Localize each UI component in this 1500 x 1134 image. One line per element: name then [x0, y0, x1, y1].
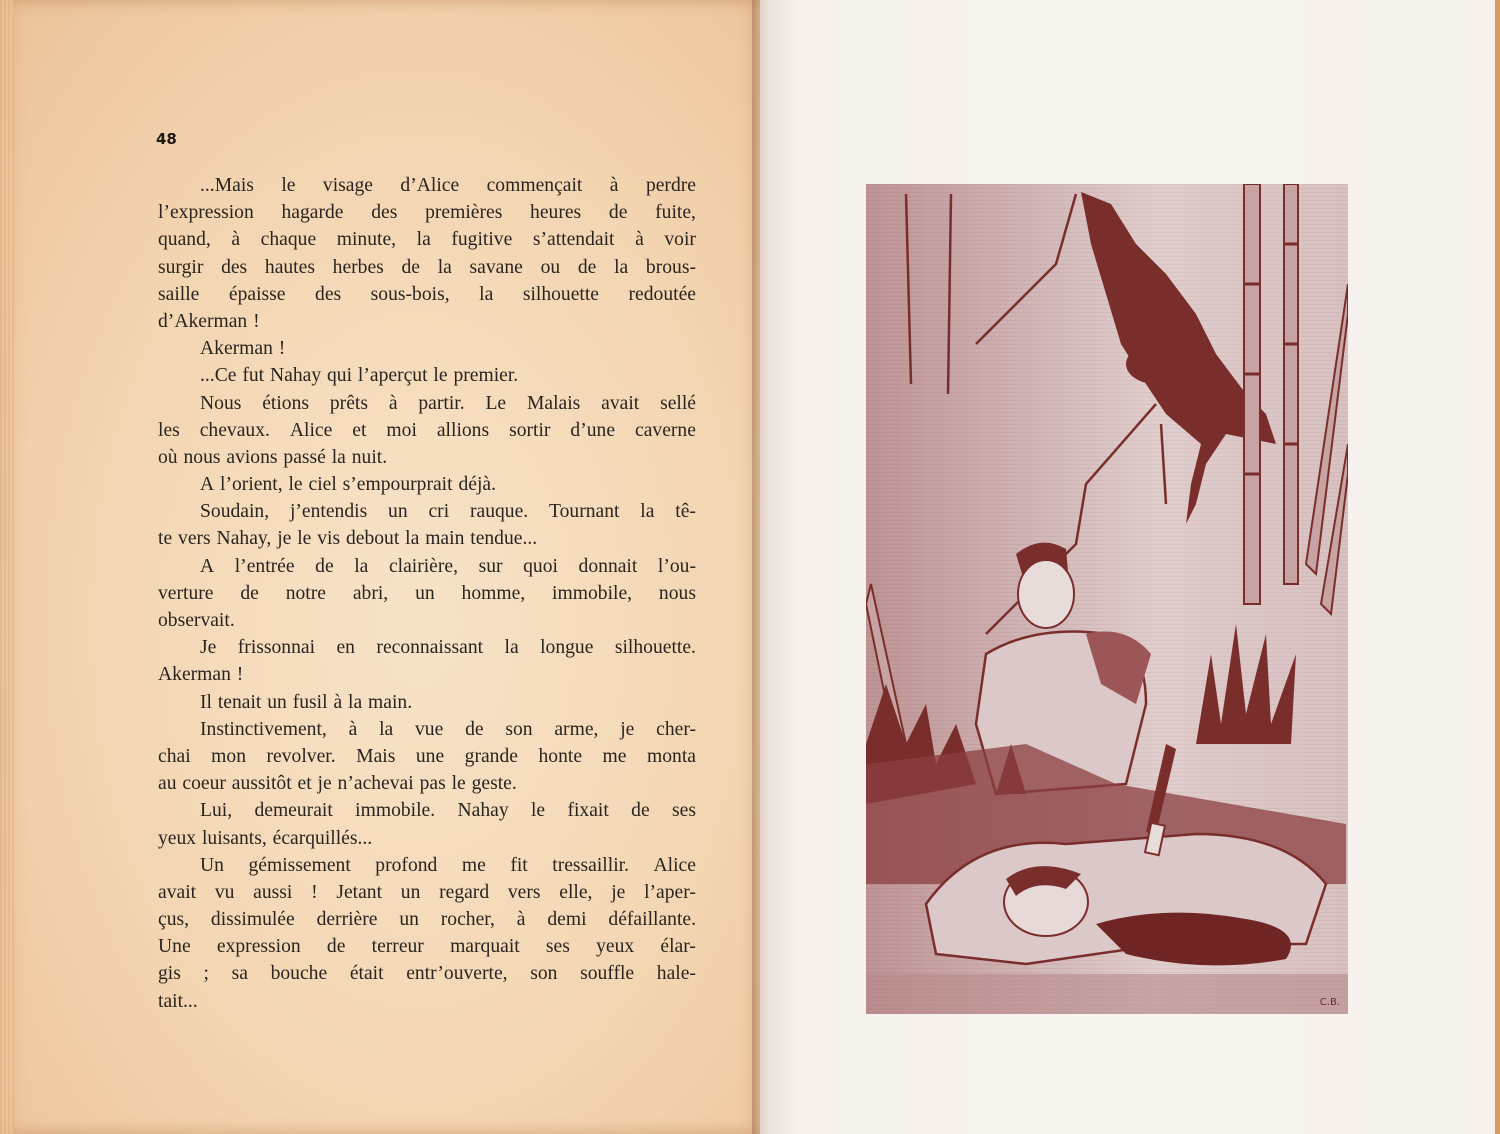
word: ! — [236, 664, 244, 686]
word: passé — [283, 446, 326, 468]
word: A — [200, 474, 215, 496]
word: rauque. — [469, 501, 529, 523]
word: Tournant — [549, 501, 620, 523]
word: ! — [278, 338, 286, 360]
word: cher- — [656, 718, 696, 740]
word: Nahay — [457, 800, 509, 822]
word: la — [504, 637, 519, 659]
word: grande — [464, 745, 518, 767]
word: regard — [439, 881, 490, 903]
word: Il — [200, 691, 212, 713]
word: j’entendis — [289, 501, 368, 523]
word: observait. — [158, 610, 235, 631]
word: surgir — [158, 256, 204, 278]
word: tenait — [217, 691, 262, 713]
word: fixait — [567, 800, 609, 822]
word: tait... — [158, 990, 198, 1012]
word: de — [240, 582, 259, 604]
word: tê- — [675, 501, 696, 523]
word: à — [333, 691, 343, 713]
word: la — [405, 528, 420, 550]
text-line — [158, 553, 696, 580]
word: Je — [200, 637, 217, 659]
word: immobile. — [355, 800, 436, 822]
text-line — [158, 634, 696, 661]
word: perdre — [645, 175, 696, 196]
word: je — [611, 881, 626, 903]
text-line — [158, 743, 696, 770]
word: de — [608, 202, 628, 224]
word: un — [415, 582, 435, 604]
text-line — [158, 390, 696, 417]
word: un — [400, 881, 421, 903]
word: fuite, — [655, 202, 696, 224]
word: nous — [658, 582, 696, 604]
word: herbes — [332, 256, 384, 278]
word: fusil — [292, 691, 328, 713]
word: notre — [285, 582, 326, 604]
word: un — [267, 691, 287, 713]
body-text — [158, 172, 696, 1015]
text-line — [158, 498, 696, 525]
word: me — [461, 854, 486, 876]
word: marquait — [450, 936, 520, 958]
word: le — [281, 175, 296, 196]
word: avait — [158, 881, 197, 903]
word: Alice — [653, 854, 696, 876]
word: moi — [386, 419, 417, 441]
word: profond — [375, 854, 438, 876]
text-line — [158, 226, 696, 253]
word: me — [602, 745, 627, 767]
word: la — [416, 229, 431, 251]
word: le — [433, 365, 448, 387]
text-line — [158, 852, 696, 879]
word: sortir — [509, 419, 551, 441]
word: la — [331, 446, 346, 468]
word: Nahay, — [216, 528, 272, 550]
word: son — [505, 718, 533, 740]
word: homme, — [461, 582, 526, 604]
word: le — [451, 773, 466, 795]
word: vu — [214, 881, 235, 903]
word: longue — [540, 637, 594, 659]
word: je — [277, 528, 292, 550]
text-line — [158, 335, 696, 362]
word: Akerman — [158, 664, 231, 686]
word: quoi — [523, 555, 558, 577]
word: qui — [327, 365, 353, 387]
word: son — [530, 963, 558, 985]
word: à — [635, 229, 644, 251]
word: ...Ce — [200, 365, 237, 387]
word: l’entrée — [234, 555, 295, 577]
word: demi — [547, 909, 587, 931]
word: de — [577, 256, 597, 278]
word: d’Alice — [400, 175, 460, 196]
word: yeux — [158, 827, 197, 849]
word: savane — [469, 256, 523, 278]
word: cri — [428, 501, 450, 523]
word: défaillante. — [608, 909, 696, 931]
word: avait — [601, 392, 640, 414]
word: abri, — [352, 582, 389, 604]
word: ses — [672, 800, 696, 822]
word: commençait — [486, 175, 583, 196]
word: expression — [216, 936, 301, 958]
word: l’expression — [158, 202, 254, 224]
word: voir — [664, 229, 696, 251]
word: déjà. — [458, 474, 496, 496]
word: te — [158, 528, 173, 550]
word: revolver. — [266, 745, 336, 767]
word: aussi — [253, 881, 293, 903]
text-line — [158, 525, 696, 552]
word: écarquillés... — [272, 827, 373, 849]
word: immobile, — [552, 582, 633, 604]
word: à — [609, 175, 619, 196]
word: chaque — [260, 229, 317, 251]
word: élar- — [660, 936, 696, 958]
word: à — [231, 229, 241, 251]
word: sa — [231, 963, 248, 985]
word: étions — [262, 392, 310, 414]
text-line — [158, 988, 696, 1015]
word: la — [379, 718, 394, 740]
text-line — [158, 797, 696, 824]
word: ciel — [308, 474, 337, 496]
word: geste. — [471, 773, 517, 795]
word: tressaillir. — [552, 854, 629, 876]
word: fit — [510, 854, 528, 876]
text-line — [158, 471, 696, 498]
word: sellé — [660, 392, 696, 414]
word: des — [371, 202, 398, 224]
word: chevaux. — [199, 419, 270, 441]
word: l’orient, — [220, 474, 283, 496]
word: derrière — [316, 909, 378, 931]
word: était — [349, 963, 384, 985]
word: s’empourprait — [342, 474, 453, 496]
text-line — [158, 580, 696, 607]
word: fut — [242, 365, 265, 387]
word: heures — [530, 202, 582, 224]
word: Soudain, — [200, 501, 270, 523]
word: la — [437, 256, 452, 278]
word: gémissement — [248, 854, 351, 876]
word: clairière, — [388, 555, 459, 577]
word: saille — [158, 283, 200, 305]
word: vis — [317, 528, 341, 550]
word: sur — [478, 555, 503, 577]
word: Instinctivement, — [200, 718, 327, 740]
text-line — [158, 716, 696, 743]
word: un — [399, 909, 419, 931]
artist-signature: C.B. — [1319, 997, 1340, 1008]
word: arme, — [554, 718, 599, 740]
word: des — [315, 283, 342, 305]
word: la — [640, 501, 655, 523]
text-line — [158, 661, 696, 688]
word: l’ou- — [657, 555, 696, 577]
word: l’aper- — [644, 881, 696, 903]
word: entr’ouverte, — [406, 963, 508, 985]
word: silhouette — [522, 283, 599, 305]
text-line — [158, 607, 696, 634]
word: les — [158, 419, 180, 441]
word: de — [401, 256, 420, 278]
word: la — [354, 555, 369, 577]
word: je — [620, 718, 635, 740]
text-line — [158, 825, 696, 852]
word: rocher, — [440, 909, 495, 931]
word: de — [315, 555, 334, 577]
word: redoutée — [628, 283, 696, 305]
text-line — [158, 417, 696, 444]
word: et — [352, 419, 367, 441]
text-line — [158, 960, 696, 987]
word: hautes — [264, 256, 315, 278]
word: en — [336, 637, 355, 659]
word: silhouette. — [614, 637, 696, 659]
word: verture — [158, 582, 214, 604]
word: ...Mais — [200, 175, 254, 196]
word: s’attendait — [532, 229, 615, 251]
word: visage — [322, 175, 373, 196]
word: je — [317, 773, 332, 795]
text-line — [158, 199, 696, 226]
text-line — [158, 770, 696, 797]
word: donnait — [578, 555, 638, 577]
word: au — [158, 773, 177, 795]
word: caverne — [635, 419, 696, 441]
word: avions — [226, 446, 278, 468]
illustration-plate — [866, 184, 1348, 1014]
word: des — [221, 256, 248, 278]
word: la — [614, 256, 629, 278]
word: une — [415, 745, 445, 767]
word: premières — [425, 202, 503, 224]
word: prêts — [329, 392, 368, 414]
word: bouche — [270, 963, 328, 985]
text-line — [158, 689, 696, 716]
word: où — [158, 446, 178, 468]
word: nous — [183, 446, 221, 468]
word: Nous — [200, 392, 242, 414]
word: Malais — [526, 392, 581, 414]
word: nuit. — [351, 446, 388, 468]
word: de — [631, 800, 650, 822]
word: n’achevai — [337, 773, 414, 795]
word: Lui, — [200, 800, 233, 822]
word: minute, — [336, 229, 397, 251]
word: de — [465, 718, 484, 740]
word: brous- — [645, 256, 696, 278]
word: Alice — [289, 419, 333, 441]
word: monta — [646, 745, 696, 767]
word: luisants, — [201, 827, 267, 849]
word: épaisse — [228, 283, 286, 305]
text-line — [158, 906, 696, 933]
word: à — [516, 909, 526, 931]
word: honte — [538, 745, 583, 767]
word: çus, — [158, 909, 190, 931]
word: fugitive — [451, 229, 513, 251]
word: vers — [507, 881, 541, 903]
word: chai — [158, 745, 191, 767]
word: à — [388, 392, 398, 414]
text-line — [158, 254, 696, 281]
word: à — [348, 718, 358, 740]
word: frissonnai — [237, 637, 316, 659]
text-line — [158, 933, 696, 960]
word: yeux — [596, 936, 635, 958]
illustration-drawing — [866, 184, 1348, 1014]
word: sous-bois, — [370, 283, 450, 305]
word: hagarde — [281, 202, 344, 224]
text-line — [158, 362, 696, 389]
word: un — [388, 501, 408, 523]
word: debout — [345, 528, 400, 550]
word: main — [425, 528, 465, 550]
word: la — [479, 283, 494, 305]
word: ses — [545, 936, 570, 958]
word: Mais — [356, 745, 396, 767]
word: Jetant — [336, 881, 383, 903]
word: l’aperçut — [357, 365, 428, 387]
word: Akerman — [200, 338, 273, 360]
word: main. — [368, 691, 413, 713]
gutter-shadow — [752, 0, 770, 1134]
word: vers — [178, 528, 211, 550]
word: le — [297, 528, 312, 550]
word: le — [530, 800, 546, 822]
word: d’une — [570, 419, 616, 441]
word: le — [288, 474, 303, 496]
word: allions — [436, 419, 490, 441]
word: hale- — [656, 963, 696, 985]
text-line — [158, 879, 696, 906]
word: Le — [485, 392, 507, 414]
word: d’Akerman — [158, 310, 248, 332]
word: gis — [158, 963, 181, 985]
word: coeur — [182, 773, 226, 795]
word: terreur — [371, 936, 424, 958]
word: aussitôt — [231, 773, 292, 795]
word: vue — [414, 718, 444, 740]
word: la — [348, 691, 363, 713]
word: Une — [158, 936, 191, 958]
word: pas — [419, 773, 446, 795]
word: Nahay — [269, 365, 322, 387]
word: ou — [540, 256, 561, 278]
text-line — [158, 308, 696, 335]
word: quand, — [158, 229, 211, 251]
text-line — [158, 444, 696, 471]
word: mon — [211, 745, 246, 767]
word: ! — [253, 310, 260, 332]
word: ! — [311, 881, 318, 903]
text-line — [158, 172, 696, 199]
word: demeurait — [254, 800, 333, 822]
word: Un — [200, 854, 224, 876]
word: elle, — [559, 881, 593, 903]
word: et — [297, 773, 312, 795]
word: reconnaissant — [376, 637, 484, 659]
word: dissimulée — [210, 909, 295, 931]
word: premier. — [453, 365, 519, 387]
word: tendue... — [470, 528, 538, 550]
word: souffle — [580, 963, 635, 985]
text-line — [158, 281, 696, 308]
word: partir. — [418, 392, 465, 414]
page-number: 48 — [156, 130, 177, 148]
word: A — [200, 555, 215, 577]
word: de — [326, 936, 346, 958]
word: ; — [203, 963, 209, 985]
